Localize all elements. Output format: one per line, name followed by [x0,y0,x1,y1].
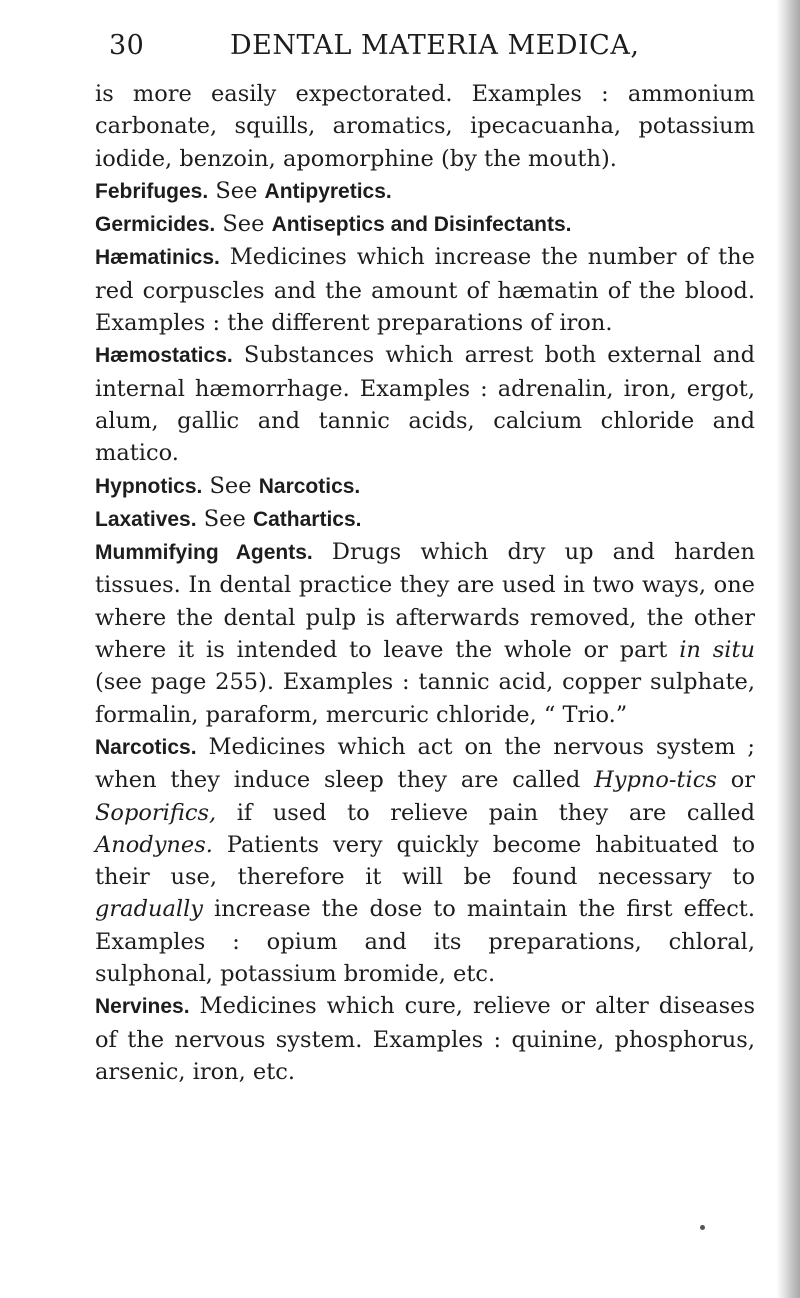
entry-text: Medicines which cure, relieve or alter diseases of the nervous system. Examples : quinine, phosphorus, arsenic, iron, etc. [95,993,755,1085]
entry-narcotics [95,731,755,990]
entry-text: or [730,767,755,794]
entry-continuation [95,78,755,175]
cross-reference: Antipyretics. [264,179,392,203]
italic-phrase: gradually [95,896,203,923]
entry-text: Medicines which act on the nervous system ; when they induce sleep they are called [95,733,755,794]
see-label: See [215,177,258,204]
entry-laxatives [95,503,755,536]
entry-text: (see page 255). Examples : tannic acid, copper sulphate, formalin, paraform, mercuric chloride, “ Trio.” [95,669,755,728]
entry-text: increase the dose to maintain the first effect. Examples : opium and its preparations, chloral, sulphonal, potassium bromide, etc. [95,896,756,988]
entry-nervines [95,990,755,1088]
italic-phrase: Hypno-tics [594,767,717,794]
running-head [95,22,775,61]
cross-reference: Cathartics. [252,507,362,531]
italic-phrase: Soporifics, [95,799,217,826]
entry-haematinics [95,241,755,339]
entry-term: Germicides. [95,213,216,237]
dictionary-body [95,78,755,1088]
page-edge-shadow [776,0,800,1298]
entry-term: Laxatives. [95,507,197,531]
see-label: See [209,472,252,499]
entry-text: Substances which arrest both external and internal hæmorrhage. Examples : adrenalin, iron, ergot, alum, gallic and tannic acids, calcium chloride and matico. [95,342,756,467]
see-label: See [203,505,246,532]
entry-germicides [95,208,755,241]
entry-term: Nervines. [95,995,190,1019]
page-number: 30 [109,30,145,61]
entry-text: Patients very quickly become habituated to their use, therefore it will be found necessary to [95,831,755,891]
entry-term: Hæmostatics. [95,344,233,368]
italic-phrase: Anodynes. [95,831,213,858]
entry-haemostatics [95,339,755,469]
entry-term: Febrifuges. [95,179,209,203]
entry-hypnotics [95,470,755,503]
entry-term: Hypnotics. [95,474,203,498]
cross-reference: Antiseptics and Disinfectants. [271,213,572,237]
entry-term: Mummifying Agents. [95,541,313,565]
see-label: See [222,211,265,238]
entry-text: if used to relieve pain they are called [236,799,755,826]
running-title: DENTAL MATERIA MEDICA, [230,30,640,61]
entry-text: Drugs which dry up and harden tissues. In dental practice they are used in two ways, one where the dental pulp is afterwards removed, the other where it is intended to leave the whole or part [95,539,755,664]
entry-text: Medicines which increase the number of the red corpuscles and the amount of hæmatin of the blood. Examples : the different preparations of iron. [95,244,755,337]
entry-febrifuges [95,175,755,208]
print-speck [700,1225,705,1230]
entry-mummifying-agents [95,536,755,731]
entry-term: Hæmatinics. [95,246,220,270]
entry-term: Narcotics. [95,735,197,759]
entry-text: is more easily expectorated. Examples : ammonium carbonate, squills, aromatics, ipecacuanha, potassium iodide, benzoin, apomorphine (by the mouth). [95,81,755,172]
italic-phrase: in situ [679,637,755,664]
cross-reference: Narcotics. [258,474,361,498]
